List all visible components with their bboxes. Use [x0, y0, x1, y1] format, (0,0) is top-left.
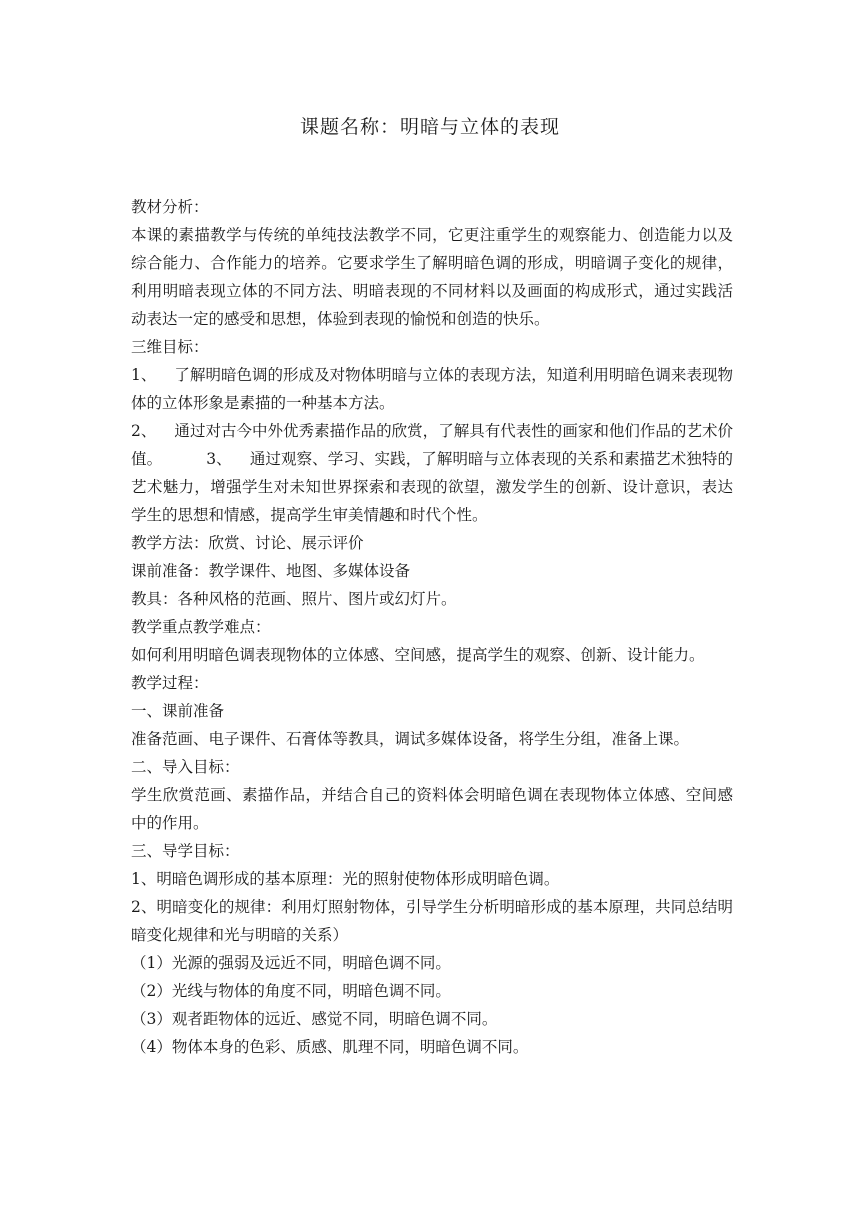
goal-2-3 — [131, 417, 733, 529]
step-1-heading: 一、课前准备 — [131, 702, 225, 720]
teaching-tools: 教具：各种风格的范画、照片、图片或幻灯片。 — [131, 590, 457, 608]
step-1-paragraph: 准备范画、电子课件、石膏体等教具，调试多媒体设备，将学生分组，准备上课。 — [131, 730, 690, 748]
page-title: 课题名称：明暗与立体的表现 — [299, 116, 560, 138]
sub-point-4: （4）物体本身的色彩、质感、肌理不同，明暗色调不同。 — [131, 1038, 529, 1056]
analysis-heading: 教材分析： — [131, 198, 209, 216]
teaching-method: 教学方法：欣赏、讨论、展示评价 — [131, 534, 364, 552]
process-heading: 教学过程： — [131, 674, 209, 692]
goal-1-text: 了解明暗色调的形成及对物体明暗与立体的表现方法，知道利用明暗色调来表现物体的立体形象是素描的一种基本方法。 — [131, 366, 733, 412]
analysis-paragraph: 本课的素描教学与传统的单纯技法教学不同，它更注重学生的观察能力、创造能力以及综合能力、合作能力的培养。它要求学生了解明暗色调的形成，明暗调子变化的规律，利用明暗表现立体的不同方法、明暗表现的不同材料以及画面的构成形式，通过实践活动表达一定的感受和思想，体验到表现的愉悦和创造的快乐。 — [131, 226, 733, 328]
goal-3-text: 通过观察、学习、实践，了解明暗与立体表现的关系和素描艺术独特的艺术魅力，增强学生对未知世界探索和表现的欲望，激发学生的创新、设计意识，表达学生的思想和情感，提高学生审美情趣和时代个性。 — [131, 450, 733, 524]
point-2: 2、明暗变化的规律：利用灯照射物体，引导学生分析明暗形成的基本原理，共同总结明暗变化规律和光与明暗的关系） — [131, 898, 733, 944]
point-1: 1、明暗色调形成的基本原理：光的照射使物体形成明暗色调。 — [131, 870, 560, 888]
sub-point-2: （2）光线与物体的角度不同，明暗色调不同。 — [131, 982, 451, 1000]
document-body — [131, 193, 733, 1061]
step-3-heading: 三、导学目标： — [131, 842, 240, 860]
step-2-heading: 二、导入目标： — [131, 758, 240, 776]
keypoints-paragraph: 如何利用明暗色调表现物体的立体感、空间感，提高学生的观察、创新、设计能力。 — [131, 646, 705, 664]
class-preparation: 课前准备：教学课件、地图、多媒体设备 — [131, 562, 411, 580]
sub-point-1: （1）光源的强弱及远近不同，明暗色调不同。 — [131, 954, 451, 972]
sub-point-3: （3）观者距物体的远近、感觉不同，明暗色调不同。 — [131, 1010, 498, 1028]
goal-1-number: 1、 — [131, 366, 157, 384]
goal-3-number: 3、 — [206, 450, 232, 468]
goal-1 — [131, 361, 733, 417]
keypoints-heading: 教学重点教学难点： — [131, 618, 271, 636]
goals-heading: 三维目标： — [131, 338, 209, 356]
goal-2-text: 通过对古今中外优秀素描作品的欣赏，了解具有代表性的画家和他们作品的艺术价值。 — [131, 422, 733, 468]
goal-2-number: 2、 — [131, 422, 157, 440]
step-2-paragraph: 学生欣赏范画、素描作品，并结合自己的资料体会明暗色调在表现物体立体感、空间感中的作用。 — [131, 786, 733, 832]
